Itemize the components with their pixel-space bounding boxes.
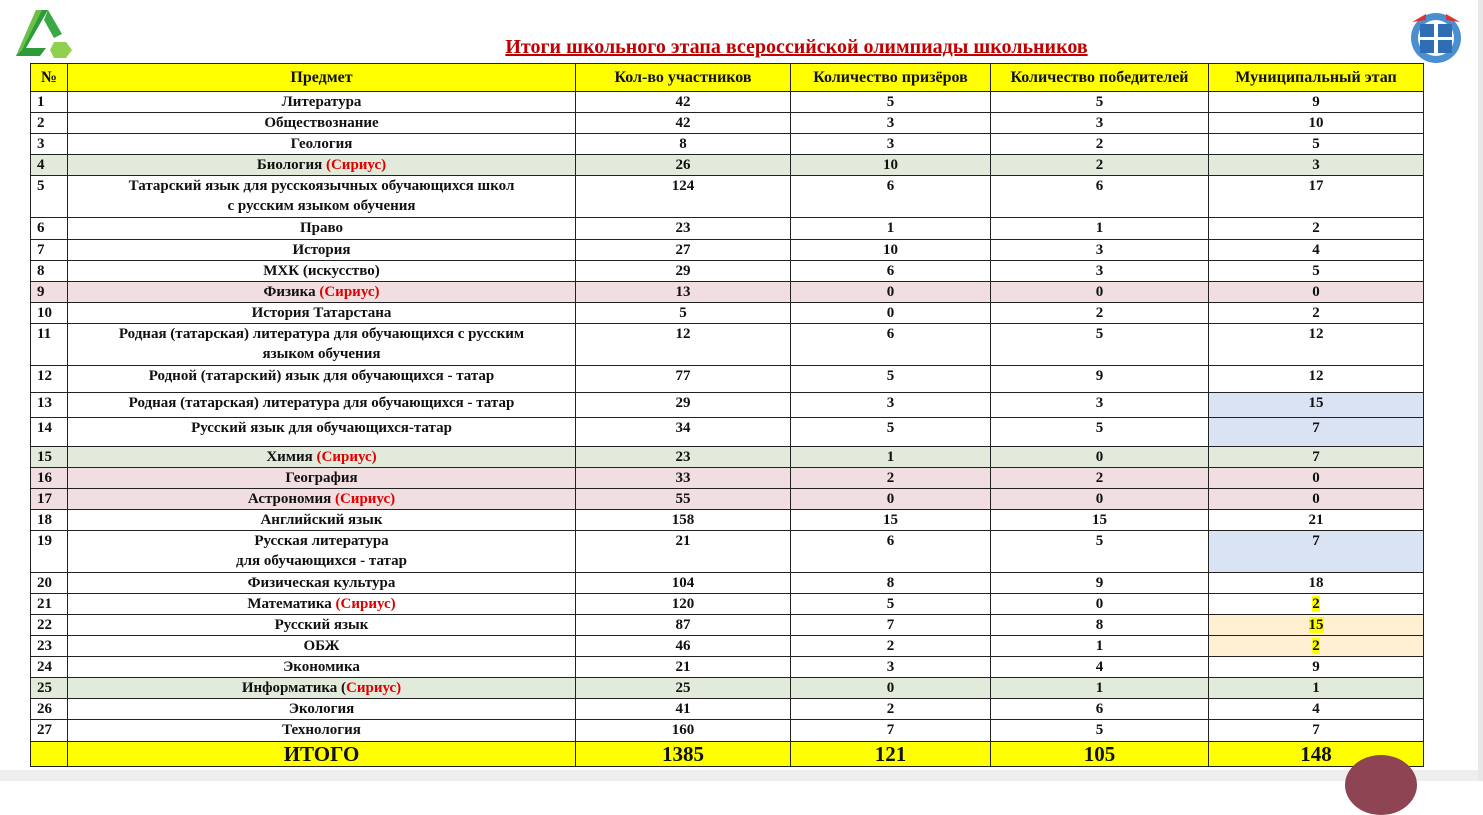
municipal-value: 2 [1312, 220, 1320, 236]
row-subject [68, 615, 576, 636]
row-number: 3 [31, 134, 68, 155]
table-row [31, 218, 1424, 240]
row-winners: 5 [991, 324, 1209, 366]
row-prizewinners: 1 [791, 218, 991, 240]
row-winners: 5 [991, 720, 1209, 742]
row-prizewinners: 6 [791, 261, 991, 282]
header-number: № [31, 64, 68, 92]
row-number: 26 [31, 699, 68, 720]
table-row [31, 366, 1424, 393]
sirius-label: (Сириус) [334, 491, 396, 507]
row-prizewinners: 7 [791, 615, 991, 636]
row-winners: 2 [991, 468, 1209, 489]
subject-name: Экономика [283, 659, 360, 675]
row-municipal [1209, 134, 1424, 155]
row-number: 16 [31, 468, 68, 489]
row-subject [68, 468, 576, 489]
table-row [31, 636, 1424, 657]
subject-name: Родная (татарская) литература для обучающихся с русским языком обучения [118, 326, 525, 362]
subject-name: Математика [247, 596, 336, 612]
row-subject [68, 636, 576, 657]
row-number: 6 [31, 218, 68, 240]
row-participants: 160 [576, 720, 791, 742]
row-subject [68, 393, 576, 418]
row-municipal [1209, 418, 1424, 447]
sirius-label: (Сириус) [319, 284, 380, 300]
header-prizewinners: Количество призёров [791, 64, 991, 92]
subject-name: Обществознание [264, 115, 379, 131]
row-winners: 0 [991, 447, 1209, 468]
sirius-label: Сириус) [346, 680, 402, 696]
row-winners: 0 [991, 489, 1209, 510]
municipal-value: 15 [1308, 617, 1324, 633]
row-winners: 3 [991, 240, 1209, 261]
municipal-value: 0 [1312, 470, 1320, 486]
row-prizewinners: 10 [791, 155, 991, 176]
row-number: 15 [31, 447, 68, 468]
total-number [31, 742, 68, 767]
row-participants: 5 [576, 303, 791, 324]
total-municipal: 148 [1209, 742, 1424, 767]
row-municipal [1209, 303, 1424, 324]
subject-name: Геология [290, 136, 353, 152]
row-subject [68, 447, 576, 468]
municipal-value: 15 [1308, 395, 1324, 411]
subject-name: Экология [288, 701, 355, 717]
row-winners: 6 [991, 699, 1209, 720]
row-subject [68, 489, 576, 510]
row-subject [68, 303, 576, 324]
municipal-value: 7 [1312, 533, 1320, 549]
row-participants: 23 [576, 218, 791, 240]
table-row [31, 531, 1424, 573]
row-number: 17 [31, 489, 68, 510]
row-prizewinners: 0 [791, 282, 991, 303]
table-row [31, 615, 1424, 636]
row-prizewinners: 6 [791, 531, 991, 573]
row-municipal [1209, 678, 1424, 699]
subject-name: Русский язык [274, 617, 369, 633]
row-municipal [1209, 324, 1424, 366]
row-municipal [1209, 176, 1424, 218]
row-prizewinners: 5 [791, 418, 991, 447]
municipal-value: 3 [1312, 157, 1320, 173]
row-participants: 124 [576, 176, 791, 218]
subject-name: Родная (татарская) литература для обучающихся - татар [128, 395, 515, 411]
table-row [31, 447, 1424, 468]
subject-name: Русская литература для обучающихся - татар [236, 533, 407, 569]
row-participants: 42 [576, 92, 791, 113]
row-number: 1 [31, 92, 68, 113]
table-row [31, 134, 1424, 155]
header-municipal: Муниципальный этап [1209, 64, 1424, 92]
municipal-value: 5 [1312, 136, 1320, 152]
row-winners: 2 [991, 134, 1209, 155]
municipal-value: 2 [1312, 638, 1320, 654]
row-municipal [1209, 218, 1424, 240]
row-winners: 8 [991, 615, 1209, 636]
row-municipal [1209, 531, 1424, 573]
sirius-label: (Сириус) [316, 449, 377, 465]
sirius-label: (Сириус) [335, 596, 396, 612]
table-row [31, 261, 1424, 282]
table-row [31, 573, 1424, 594]
subject-name: Астрономия [247, 491, 335, 507]
row-municipal [1209, 240, 1424, 261]
row-number: 24 [31, 657, 68, 678]
row-number: 4 [31, 155, 68, 176]
row-municipal [1209, 573, 1424, 594]
header-participants: Кол-во участников [576, 64, 791, 92]
row-participants: 26 [576, 155, 791, 176]
row-participants: 55 [576, 489, 791, 510]
row-subject [68, 510, 576, 531]
row-subject [68, 699, 576, 720]
row-prizewinners: 10 [791, 240, 991, 261]
municipal-value: 12 [1308, 326, 1324, 342]
row-prizewinners: 2 [791, 468, 991, 489]
row-winners: 9 [991, 573, 1209, 594]
table-row [31, 240, 1424, 261]
row-municipal [1209, 615, 1424, 636]
table-header-row [31, 64, 1424, 92]
row-municipal [1209, 720, 1424, 742]
row-winners: 1 [991, 636, 1209, 657]
row-number: 23 [31, 636, 68, 657]
subject-name: Право [299, 220, 343, 236]
municipal-value: 5 [1312, 263, 1320, 279]
row-winners: 3 [991, 113, 1209, 134]
municipal-value: 0 [1312, 491, 1320, 507]
subject-name: Литература [281, 94, 362, 110]
row-winners: 1 [991, 678, 1209, 699]
row-municipal [1209, 282, 1424, 303]
row-participants: 21 [576, 531, 791, 573]
vertical-scrollbar[interactable] [1478, 0, 1483, 781]
row-prizewinners: 0 [791, 489, 991, 510]
row-subject [68, 418, 576, 447]
total-row [31, 742, 1424, 767]
row-participants: 87 [576, 615, 791, 636]
row-municipal [1209, 489, 1424, 510]
olympiad-results-table [30, 63, 1424, 767]
row-prizewinners: 7 [791, 720, 991, 742]
row-prizewinners: 2 [791, 699, 991, 720]
total-prizewinners: 121 [791, 742, 991, 767]
row-participants: 13 [576, 282, 791, 303]
row-number: 5 [31, 176, 68, 218]
row-subject [68, 282, 576, 303]
subject-name: Физическая культура [247, 575, 396, 591]
row-participants: 27 [576, 240, 791, 261]
row-subject [68, 218, 576, 240]
table-row [31, 155, 1424, 176]
row-participants: 8 [576, 134, 791, 155]
row-winners: 2 [991, 303, 1209, 324]
subject-name: ОБЖ [303, 638, 340, 654]
row-prizewinners: 6 [791, 176, 991, 218]
row-participants: 33 [576, 468, 791, 489]
row-municipal [1209, 113, 1424, 134]
row-subject [68, 720, 576, 742]
row-participants: 42 [576, 113, 791, 134]
table-row [31, 720, 1424, 742]
row-participants: 158 [576, 510, 791, 531]
total-label: ИТОГО [68, 742, 576, 767]
row-winners: 4 [991, 657, 1209, 678]
table-row [31, 657, 1424, 678]
row-number: 18 [31, 510, 68, 531]
row-number: 12 [31, 366, 68, 393]
row-municipal [1209, 657, 1424, 678]
table-row [31, 113, 1424, 134]
table-row [31, 324, 1424, 366]
row-winners: 2 [991, 155, 1209, 176]
row-municipal [1209, 468, 1424, 489]
row-subject [68, 594, 576, 615]
row-subject [68, 657, 576, 678]
municipal-value: 12 [1308, 368, 1324, 384]
municipal-value: 2 [1312, 596, 1320, 612]
row-subject [68, 155, 576, 176]
row-number: 21 [31, 594, 68, 615]
municipal-value: 9 [1312, 94, 1320, 110]
row-winners: 1 [991, 218, 1209, 240]
table-row [31, 393, 1424, 418]
row-municipal [1209, 510, 1424, 531]
row-participants: 46 [576, 636, 791, 657]
row-municipal [1209, 92, 1424, 113]
page-title [0, 36, 1483, 59]
row-participants: 34 [576, 418, 791, 447]
row-winners: 0 [991, 282, 1209, 303]
municipal-value: 7 [1312, 722, 1320, 738]
subject-name: Физика [263, 284, 320, 300]
row-participants: 104 [576, 573, 791, 594]
row-participants: 120 [576, 594, 791, 615]
municipal-value: 4 [1312, 701, 1320, 717]
table-row [31, 92, 1424, 113]
subject-name: История [292, 242, 351, 258]
row-number: 9 [31, 282, 68, 303]
row-winners: 6 [991, 176, 1209, 218]
row-subject [68, 324, 576, 366]
row-number: 25 [31, 678, 68, 699]
row-number: 19 [31, 531, 68, 573]
header-subject: Предмет [68, 64, 576, 92]
row-prizewinners: 8 [791, 573, 991, 594]
row-number: 27 [31, 720, 68, 742]
row-prizewinners: 6 [791, 324, 991, 366]
row-winners: 5 [991, 92, 1209, 113]
subject-name: Технология [282, 722, 361, 738]
table-row [31, 418, 1424, 447]
row-prizewinners: 2 [791, 636, 991, 657]
municipal-value: 21 [1308, 512, 1324, 528]
table-row [31, 303, 1424, 324]
row-municipal [1209, 393, 1424, 418]
row-municipal [1209, 594, 1424, 615]
row-prizewinners: 15 [791, 510, 991, 531]
row-prizewinners: 0 [791, 678, 991, 699]
row-prizewinners: 3 [791, 393, 991, 418]
header-winners: Количество победителей [991, 64, 1209, 92]
table-row [31, 489, 1424, 510]
row-subject [68, 531, 576, 573]
row-municipal [1209, 155, 1424, 176]
row-municipal [1209, 261, 1424, 282]
row-subject [68, 113, 576, 134]
row-municipal [1209, 366, 1424, 393]
municipal-value: 18 [1308, 575, 1324, 591]
row-participants: 29 [576, 261, 791, 282]
table-row [31, 678, 1424, 699]
municipal-value: 1 [1312, 680, 1320, 696]
row-number: 2 [31, 113, 68, 134]
row-subject [68, 176, 576, 218]
subject-name: История Татарстана [251, 305, 392, 321]
row-prizewinners: 0 [791, 303, 991, 324]
subject-name: Химия [266, 449, 317, 465]
row-number: 13 [31, 393, 68, 418]
row-participants: 12 [576, 324, 791, 366]
subject-name: География [285, 470, 358, 486]
row-participants: 77 [576, 366, 791, 393]
title-text: Итоги школьного этапа всероссийской олимпиады школьников [505, 36, 1088, 58]
row-winners: 5 [991, 418, 1209, 447]
row-prizewinners: 1 [791, 447, 991, 468]
row-municipal [1209, 636, 1424, 657]
municipal-value: 7 [1312, 420, 1320, 436]
row-participants: 25 [576, 678, 791, 699]
row-municipal [1209, 447, 1424, 468]
row-number: 20 [31, 573, 68, 594]
row-number: 11 [31, 324, 68, 366]
row-number: 10 [31, 303, 68, 324]
row-subject [68, 92, 576, 113]
row-participants: 29 [576, 393, 791, 418]
table-row [31, 510, 1424, 531]
municipal-value: 7 [1312, 449, 1320, 465]
row-prizewinners: 3 [791, 657, 991, 678]
row-number: 7 [31, 240, 68, 261]
row-winners: 0 [991, 594, 1209, 615]
row-winners: 3 [991, 261, 1209, 282]
subject-name: Русский язык для обучающихся-татар [191, 420, 452, 436]
table-row [31, 594, 1424, 615]
municipal-value: 2 [1312, 305, 1320, 321]
municipal-value: 10 [1308, 115, 1324, 131]
row-winners: 9 [991, 366, 1209, 393]
floating-action-button[interactable] [1345, 755, 1417, 815]
table-row [31, 282, 1424, 303]
row-subject [68, 573, 576, 594]
municipal-value: 17 [1308, 178, 1324, 194]
row-winners: 5 [991, 531, 1209, 573]
row-participants: 23 [576, 447, 791, 468]
subject-name: Родной (татарский) язык для обучающихся - татар [148, 368, 495, 384]
row-number: 14 [31, 418, 68, 447]
municipal-value: 0 [1312, 284, 1320, 300]
row-prizewinners: 5 [791, 92, 991, 113]
bottom-scroll-area [0, 770, 1483, 781]
subject-name: Информатика ( [241, 680, 347, 696]
municipal-value: 9 [1312, 659, 1320, 675]
row-municipal [1209, 699, 1424, 720]
row-winners: 15 [991, 510, 1209, 531]
subject-name: Биология [256, 157, 326, 173]
subject-name: Татарский язык для русскоязычных обучающихся школ с русским языком обучения [128, 178, 515, 214]
row-prizewinners: 3 [791, 113, 991, 134]
table-row [31, 699, 1424, 720]
subject-name: МХК (искусство) [263, 263, 380, 279]
row-winners: 3 [991, 393, 1209, 418]
row-subject [68, 240, 576, 261]
sirius-label: (Сириус) [325, 157, 387, 173]
row-participants: 21 [576, 657, 791, 678]
row-prizewinners: 3 [791, 134, 991, 155]
table-row [31, 468, 1424, 489]
row-subject [68, 366, 576, 393]
row-participants: 41 [576, 699, 791, 720]
row-prizewinners: 5 [791, 594, 991, 615]
row-subject [68, 678, 576, 699]
row-subject [68, 261, 576, 282]
row-number: 8 [31, 261, 68, 282]
municipal-value: 4 [1312, 242, 1320, 258]
total-participants: 1385 [576, 742, 791, 767]
row-prizewinners: 5 [791, 366, 991, 393]
total-winners: 105 [991, 742, 1209, 767]
table-row [31, 176, 1424, 218]
subject-name: Английский язык [260, 512, 383, 528]
row-number: 22 [31, 615, 68, 636]
row-subject [68, 134, 576, 155]
